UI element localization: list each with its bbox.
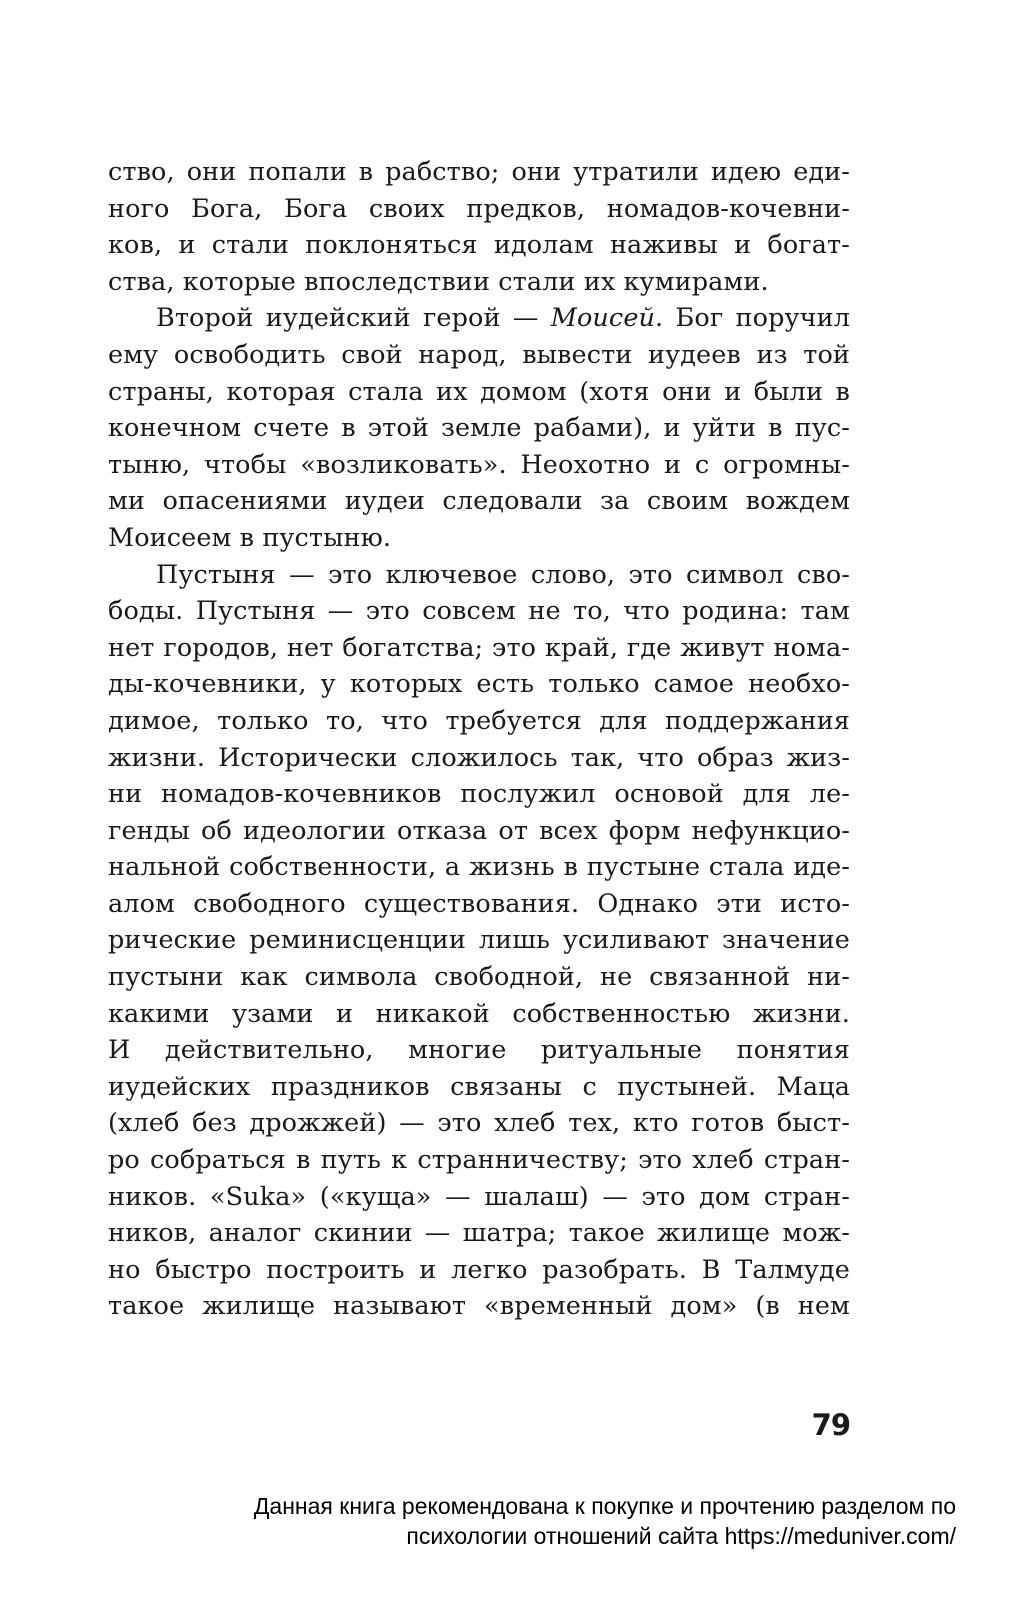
text-line: (хлеб без дрожжей) — это хлеб тех, кто готов быст- (108, 1108, 850, 1139)
text-line: ков, и стали поклоняться идолам наживы и богат- (108, 230, 850, 261)
text-line: но быстро построить и легко разобрать. В Талмуде (108, 1254, 850, 1285)
text-line: конечном счете в этой земле рабами), и уйти в пус- (108, 413, 850, 444)
text-line: ства, которые впоследствии стали их кумирами. (108, 266, 769, 297)
text-line: Второй иудейский герой — Моисей. Бог поручил (156, 303, 850, 334)
text-line: какими узами и никакой собственностью жизни. (108, 998, 850, 1029)
text-line: ми опасениями иудеи следовали за своим вождем (108, 486, 850, 517)
text-line: Пустыня — это ключевое слово, это символ сво- (156, 559, 850, 590)
text-line: ему освободить свой народ, вывести иудеев из той (108, 339, 850, 370)
text-line: нет городов, нет богатства; это край, где живут нома- (108, 632, 850, 663)
text-line: такое жилище называют «временный дом» (в нем (108, 1291, 850, 1322)
text-line: ды-кочевники, у которых есть только самое необхо- (108, 669, 850, 700)
page-number: 79 (811, 1408, 850, 1442)
text-line: боды. Пустыня — это совсем не то, что родина: там (108, 596, 850, 627)
text-line: генды об идеологии отказа от всех форм нефункцио- (108, 815, 850, 846)
text-line: ро собраться в путь к странничеству; это хлеб стран- (108, 1145, 850, 1176)
text-line: ни номадов-кочевников послужил основой для ле- (108, 779, 850, 810)
text-line: ство, они попали в рабство; они утратили идею еди- (108, 157, 850, 187)
text-line: ников. «Suka» («куща» — шалаш) — это дом стран- (108, 1181, 850, 1212)
footer-line: психологии отношений сайта https://meduniver.com/ (406, 1523, 956, 1549)
text-line: пустыни как символа свободной, не связанной ни- (108, 962, 850, 993)
text-line: димое, только то, что требуется для поддержания (108, 705, 850, 736)
text-line: жизни. Исторически сложилось так, что образ жиз- (108, 742, 850, 773)
text-line: тыню, чтобы «возликовать». Неохотно и с огромны- (108, 449, 850, 480)
text-line: ного Бога, Бога своих предков, номадов-кочевни- (108, 193, 850, 224)
text-line: страны, которая стала их домом (хотя они и были в (108, 376, 850, 407)
text-line: иудейских праздников связаны с пустыней. Маца (108, 1071, 850, 1102)
emphasized-name: Моисей (550, 303, 656, 334)
text-line: Моисеем в пустыню. (108, 522, 392, 553)
text-line: И действительно, многие ритуальные понятия (108, 1035, 850, 1066)
text-line: ников, аналог скинии — шатра; такое жилище мож- (108, 1218, 850, 1249)
body-text (108, 154, 850, 1325)
text-line: нальной собственности, а жизнь в пустыне стала иде- (108, 852, 850, 883)
text-line: алом свободного существования. Однако эти исто- (108, 888, 850, 919)
footer-notice (60, 1491, 956, 1551)
text-line: рические реминисценции лишь усиливают значение (108, 925, 850, 956)
footer-line: Данная книга рекомендована к покупке и прочтению разделом по (253, 1493, 956, 1519)
